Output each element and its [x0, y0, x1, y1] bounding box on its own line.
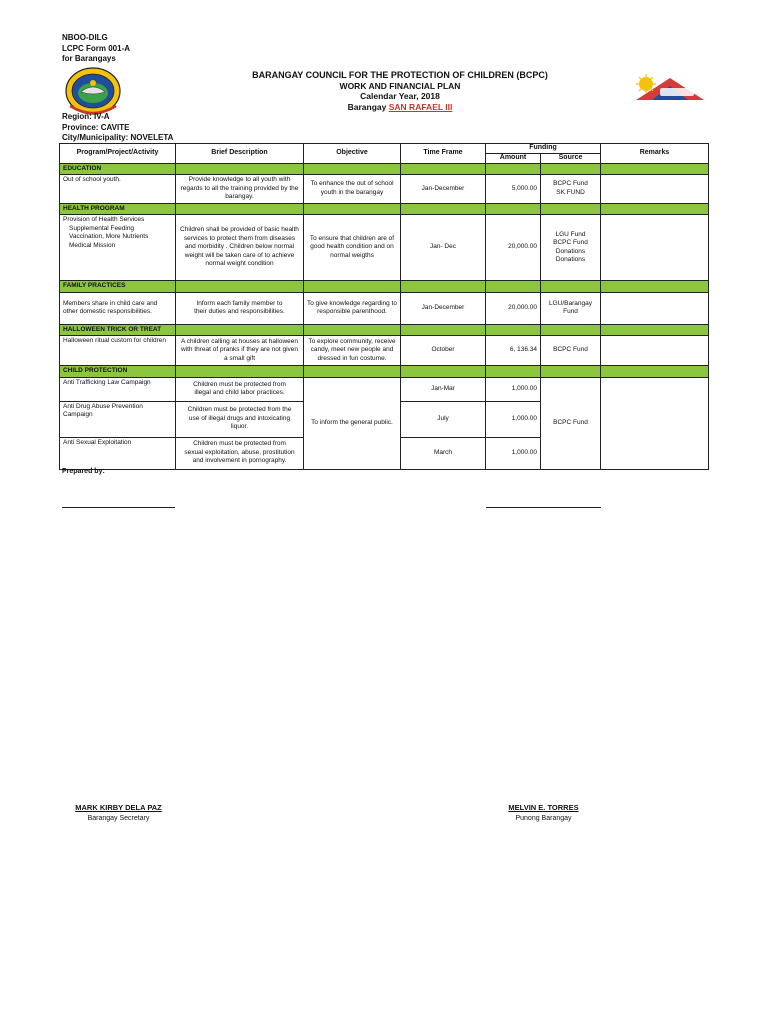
amount-cell: 20,000.00: [486, 215, 541, 281]
source-line: LGU Fund: [555, 230, 586, 238]
description-line: and involvement in pornography.: [192, 457, 287, 465]
category-label: HALLOWEEN TRICK OR TREAT: [60, 324, 176, 336]
city-label: City/Municipality:: [62, 133, 129, 142]
remarks-cell: [601, 175, 709, 204]
source-cell: BCPC Fund: [541, 336, 601, 366]
table-row: [60, 215, 709, 281]
col-header-amount: Amount: [486, 153, 541, 163]
col-header-funding: Funding: [486, 144, 601, 154]
amount-cell: 1,000.00: [486, 437, 541, 469]
description-cell: A children calling at houses at halloween with threat of pranks if they are not given a small gift: [176, 336, 304, 366]
region-label: Region:: [62, 112, 92, 121]
table-row: [60, 377, 709, 401]
timeframe-cell: July: [401, 401, 486, 437]
signature-line: [486, 507, 601, 508]
form-audience: for Barangays: [62, 54, 116, 63]
remarks-cell: [601, 336, 709, 366]
description-line: Children must be protected from the: [187, 406, 292, 414]
province-value: CAVITE: [100, 122, 130, 132]
amount-cell: 5,000.00: [486, 175, 541, 204]
source-line: BCPC Fund: [553, 180, 588, 188]
source-line: Donations: [555, 247, 586, 255]
timeframe-cell: Jan-Mar: [401, 377, 486, 401]
source-line: BCPC Fund: [553, 239, 588, 246]
program-cell: Anti Sexual Exploitation: [60, 437, 176, 469]
source-cell: [541, 175, 601, 204]
description-cell: [176, 292, 304, 324]
col-header-timeframe: Time Frame: [401, 144, 486, 164]
city-value: NOVELETA: [130, 133, 174, 142]
col-header-source: Source: [541, 153, 601, 163]
source-line: SK FUND: [556, 188, 585, 196]
region-line: [62, 112, 173, 123]
barangay-line: [200, 102, 600, 113]
description-line: their duties and responsibilities.: [194, 308, 285, 315]
program-line: Medical Mission: [69, 241, 116, 249]
description-line: Children must be protected from: [193, 440, 286, 448]
description-cell: [176, 401, 304, 437]
document-title: [200, 70, 600, 112]
program-line: other domestic responsibilities.: [63, 308, 152, 315]
council-title: BARANGAY COUNCIL FOR THE PROTECTION OF CHILDREN (BCPC): [252, 70, 548, 80]
description-line: liquor.: [230, 423, 249, 431]
program-line: Supplemental Feeding: [69, 224, 135, 232]
category-row: [60, 281, 709, 293]
province-line: [62, 123, 173, 134]
agency-code: NBOO-DILG: [62, 33, 108, 42]
signatory-name: MARK KIRBY DELA PAZ: [75, 803, 162, 812]
barangay-label: Barangay: [347, 101, 387, 112]
col-header-objective: Objective: [304, 144, 401, 164]
objective-cell: To inform the general public.: [304, 377, 401, 469]
city-line: [62, 133, 173, 144]
program-line: Provision of Health Services: [63, 216, 145, 223]
amount-cell: 6, 136.34: [486, 336, 541, 366]
category-row: [60, 203, 709, 215]
program-line: Campaign: [63, 411, 93, 418]
signatory-name: MELVIN E. TORRES: [508, 803, 579, 812]
amount-cell: 20,000.00: [486, 292, 541, 324]
description-line: sexual exploitation, abuse, prostitution: [184, 448, 295, 456]
timeframe-cell: March: [401, 437, 486, 469]
table-row: [60, 336, 709, 366]
work-financial-plan-table: [59, 143, 709, 470]
province-label: Province:: [62, 122, 99, 132]
source-line: Donations: [555, 256, 586, 263]
form-header: [62, 33, 130, 65]
program-cell: Out of school youth.: [60, 175, 176, 204]
description-cell: [176, 437, 304, 469]
objective-cell: To ensure that children are of good health condition and on normal weigths: [304, 215, 401, 281]
signatory-title: Punong Barangay: [515, 815, 572, 822]
program-line: Anti Drug Abuse Prevention: [63, 402, 143, 410]
col-header-program: Program/Project/Activity: [60, 144, 176, 164]
category-label: FAMILY PRACTICES: [60, 281, 176, 293]
amount-cell: 1,000.00: [486, 377, 541, 401]
category-label: CHILD PROTECTION: [60, 366, 176, 378]
form-number: LCPC Form 001-A: [62, 43, 131, 53]
plan-title: WORK AND FINANCIAL PLAN: [339, 80, 461, 91]
description-line: Inform each family member to: [196, 299, 283, 307]
amount-cell: 1,000.00: [486, 401, 541, 437]
timeframe-cell: Jan- Dec: [401, 215, 486, 281]
timeframe-cell: Jan-December: [401, 292, 486, 324]
program-line: Vaccination, More Nutrients: [69, 233, 149, 240]
prepared-by-label: Prepared by:: [62, 468, 105, 475]
category-row: [60, 324, 709, 336]
signatory-title: Barangay Secretary: [87, 815, 150, 822]
barangay-name: SAN RAFAEL III: [388, 101, 453, 112]
description-cell: [176, 377, 304, 401]
category-row: [60, 366, 709, 378]
description-line: use of illegal drugs and intoxicating: [188, 414, 291, 422]
program-line: Members share in child care and: [63, 299, 158, 307]
program-cell: Halloween ritual custom for children: [60, 336, 176, 366]
category-label: EDUCATION: [60, 163, 176, 175]
program-cell: [60, 401, 176, 437]
col-header-remarks: Remarks: [601, 144, 709, 164]
noveleta-logo: [632, 74, 708, 104]
remarks-cell: [601, 292, 709, 324]
header-row: [60, 144, 709, 154]
objective-cell: To give knowledge regarding to responsible parenthood.: [304, 292, 401, 324]
program-cell: [60, 215, 176, 281]
objective-cell: To enhance the out of school youth in the barangay: [304, 175, 401, 204]
remarks-cell: [601, 377, 709, 469]
description-line: illegal and child labor practices.: [194, 389, 285, 396]
category-row: [60, 163, 709, 175]
barangay-seal-logo: [64, 66, 122, 116]
signature-line: [62, 507, 175, 508]
source-cell: LGU/Barangay Fund: [541, 292, 601, 324]
category-label: HEALTH PROGRAM: [60, 203, 176, 215]
remarks-cell: [601, 215, 709, 281]
source-cell: [541, 215, 601, 281]
table-row: [60, 292, 709, 324]
col-header-description: Brief Description: [176, 144, 304, 164]
location-info: [62, 112, 173, 144]
description-cell: Children shall be provided of basic health services to protect them from diseases and morbidity . Children below normal weight will be taken care of to achieve normal weight condition: [176, 215, 304, 281]
calendar-year: Calendar Year, 2018: [360, 91, 440, 101]
program-cell: [60, 292, 176, 324]
description-cell: Provide knowledge to all youth with regards to all the training provided by the barangay.: [176, 175, 304, 204]
timeframe-cell: Jan-December: [401, 175, 486, 204]
description-line: Children must be protected from: [193, 380, 286, 388]
objective-cell: To explore community, receive candy, meet new people and dressed in fun costume.: [304, 336, 401, 366]
timeframe-cell: October: [401, 336, 486, 366]
region-value: IV-A: [94, 112, 110, 121]
source-cell: BCPC Fund: [541, 377, 601, 469]
table-row: [60, 175, 709, 204]
program-cell: Anti Trafficking Law Campaign: [60, 377, 176, 401]
